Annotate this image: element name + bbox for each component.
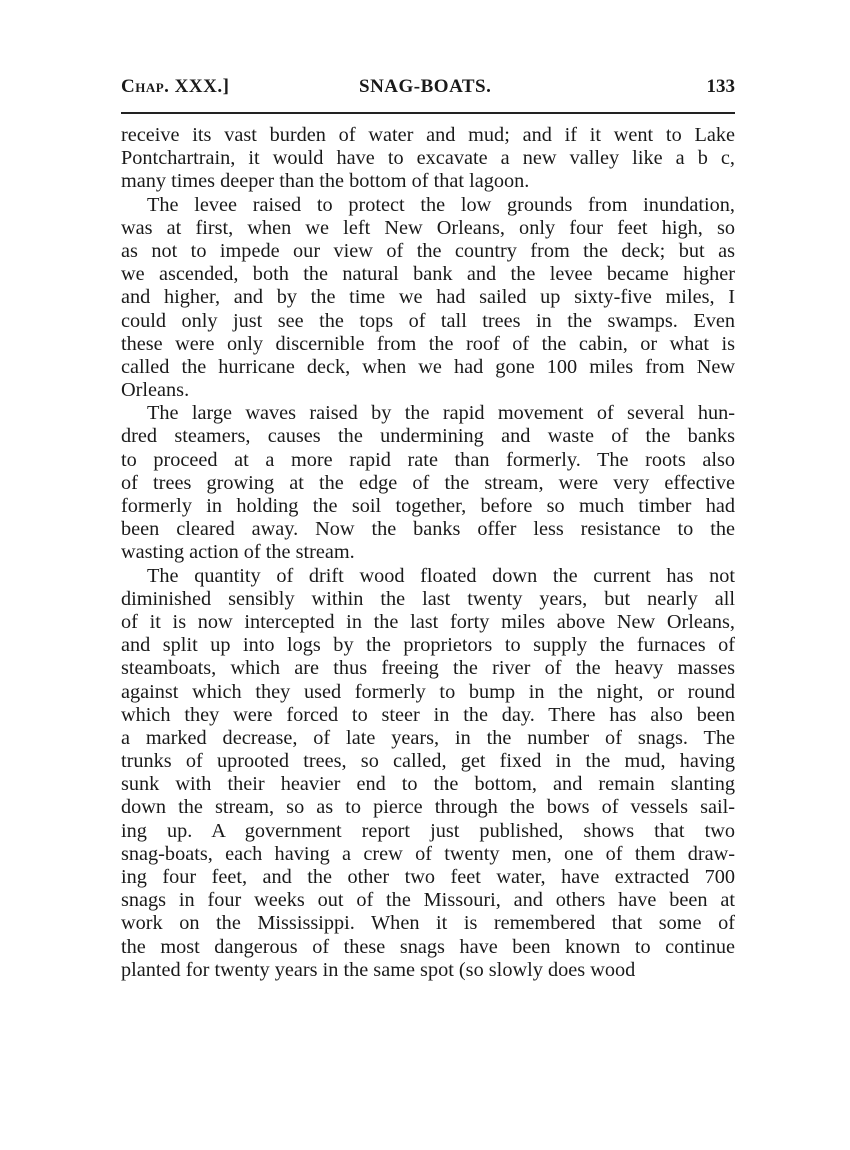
text-line: diminished sensibly within the last twenty years, but nearly all: [121, 587, 735, 610]
paragraph: [121, 124, 735, 194]
body-text: [121, 124, 735, 982]
text-line: which they were forced to steer in the day. There has also been: [121, 703, 735, 726]
text-line: The quantity of drift wood floated down the current has not: [147, 564, 735, 587]
text-line: could only just see the tops of tall trees in the swamps. Even: [121, 309, 735, 332]
text-line: and higher, and by the time we had sailed up sixty-five miles, I: [121, 286, 735, 309]
text-line: many times deeper than the bottom of that lagoon.: [121, 170, 530, 193]
page-number: 133: [706, 76, 735, 97]
paragraph: [121, 402, 735, 564]
text-line: these were only discernible from the roof of the cabin, or what is: [121, 332, 735, 355]
running-head: [121, 76, 735, 102]
text-line: was at first, when we left New Orleans, only four feet high, so: [121, 216, 735, 239]
text-line: against which they used formerly to bump in the night, or round: [121, 680, 735, 703]
text-line: down the stream, so as to pierce through the bows of vessels sail-: [121, 796, 735, 819]
chapter-label: Chap. XXX.]: [121, 76, 230, 97]
text-line: to proceed at a more rapid rate than formerly. The roots also: [121, 448, 735, 471]
text-line: trunks of uprooted trees, so called, get fixed in the mud, having: [121, 750, 735, 773]
text-line: as not to impede our view of the country from the deck; but as: [121, 239, 735, 262]
text-line: been cleared away. Now the banks offer less resistance to the: [121, 518, 735, 541]
text-line: receive its vast burden of water and mud; and if it went to Lake: [121, 124, 735, 146]
text-line: work on the Mississippi. When it is remembered that some of: [121, 912, 735, 935]
text-line: wasting action of the stream.: [121, 541, 355, 564]
text-line: Orleans.: [121, 379, 190, 402]
text-line: a marked decrease, of late years, in the number of snags. The: [121, 726, 735, 749]
text-line: formerly in holding the soil together, before so much timber had: [121, 495, 735, 517]
text-line: sunk with their heavier end to the bottom, and remain slanting: [121, 773, 735, 796]
text-line: called the hurricane deck, when we had gone 100 miles from New: [121, 355, 735, 378]
text-line: Pontchartrain, it would have to excavate a new valley like a b c,: [121, 147, 735, 170]
text-line: The levee raised to protect the low grounds from inundation,: [147, 193, 735, 216]
text-line: of trees growing at the edge of the stream, were very effective: [121, 471, 735, 494]
header-rule: [121, 112, 735, 114]
text-line: the most dangerous of these snags have been known to continue: [121, 935, 735, 958]
text-line: dred steamers, causes the undermining and waste of the banks: [121, 425, 735, 448]
text-line: we ascended, both the natural bank and the levee became higher: [121, 263, 735, 286]
text-line: steamboats, which are thus freeing the river of the heavy masses: [121, 657, 735, 680]
text-line: snags in four weeks out of the Missouri, and others have been at: [121, 889, 735, 912]
text-line: The large waves raised by the rapid movement of several hun-: [147, 402, 735, 425]
text-line: and split up into logs by the proprietors to supply the furnaces of: [121, 634, 735, 657]
text-line: ing up. A government report just published, shows that two: [121, 819, 735, 842]
text-line: ing four feet, and the other two feet water, have extracted 700: [121, 866, 735, 888]
text-line: snag-boats, each having a crew of twenty men, one of them draw-: [121, 842, 735, 865]
text-line: of it is now intercepted in the last forty miles above New Orleans,: [121, 610, 735, 633]
running-title: SNAG-BOATS.: [359, 76, 492, 97]
paragraph: [121, 565, 735, 982]
paragraph: [121, 194, 735, 403]
text-line: planted for twenty years in the same spot (so slowly does wood: [121, 958, 636, 981]
